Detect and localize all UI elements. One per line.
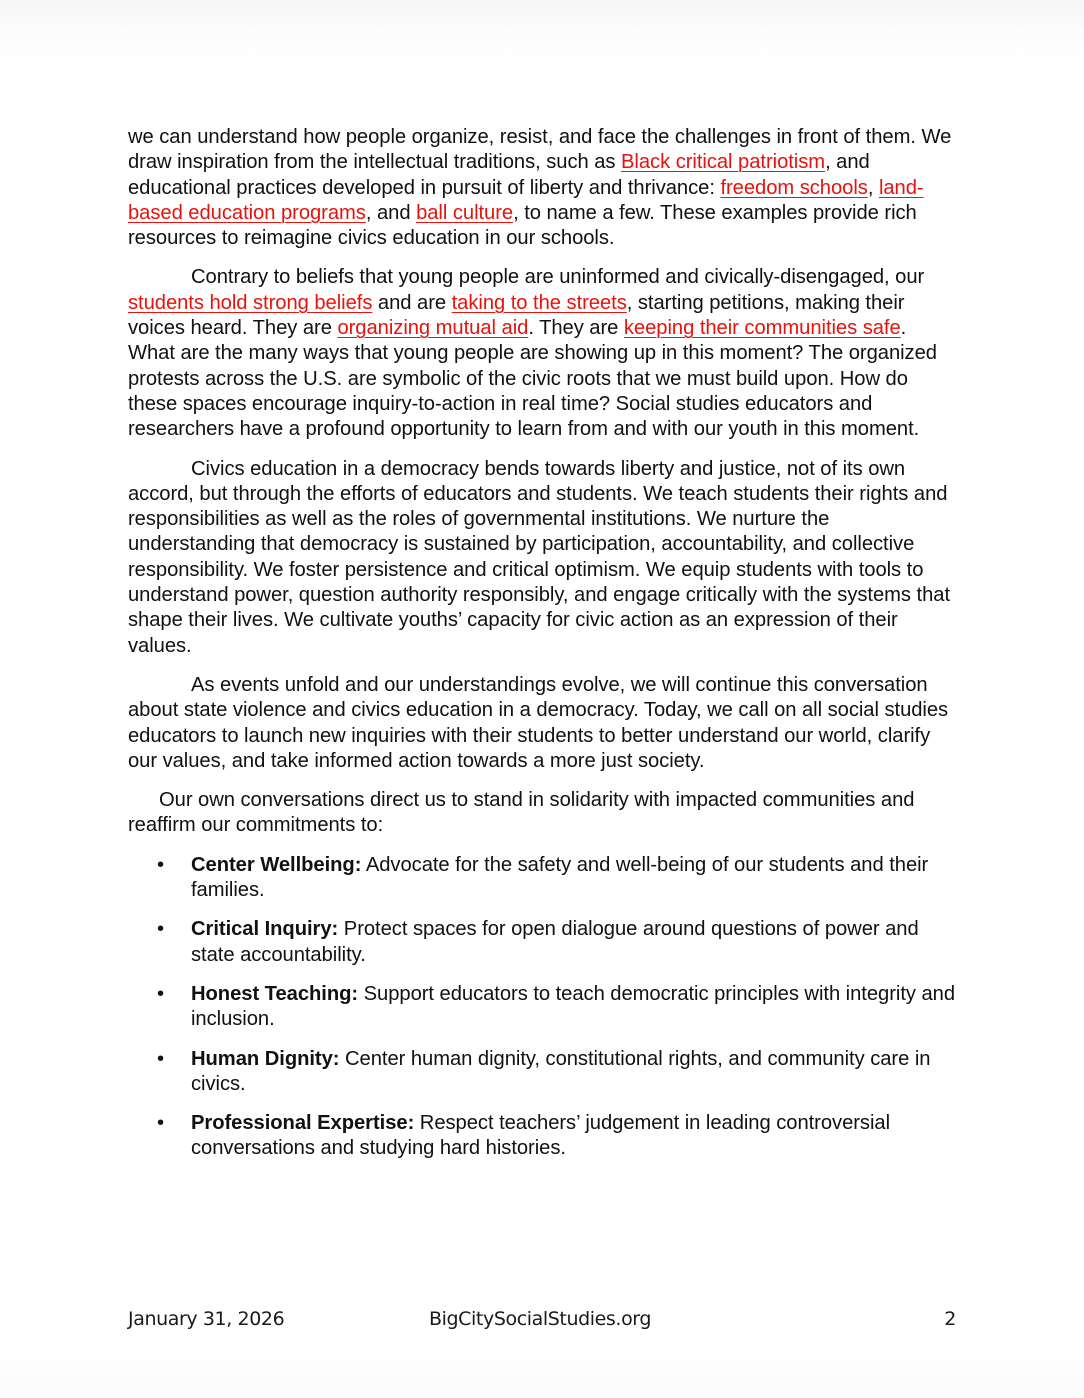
commitment-item (128, 1111, 958, 1162)
paragraph-text: and are (372, 291, 452, 314)
inline-link[interactable]: keeping their communities safe (623, 317, 901, 340)
paragraph-text: , and educational practices developed in pursuit of liberty and thrivance: (128, 151, 870, 199)
commitment-item (128, 853, 958, 904)
commitments-list (128, 853, 958, 1162)
commitment-title: Critical Inquiry: (191, 918, 339, 941)
body-paragraph (128, 125, 958, 251)
paragraph-text: . They are (528, 317, 624, 340)
inline-link[interactable]: land-based education programs (128, 176, 924, 224)
bullet-icon: • (157, 918, 165, 941)
paragraph-text: , (867, 176, 879, 199)
bullet-icon: • (157, 982, 165, 1005)
body-paragraph (128, 265, 958, 442)
bullet-icon: • (157, 1047, 165, 1070)
bullet-icon: • (157, 1112, 165, 1135)
paragraph-text: . What are the many ways that young people are showing up in this moment? The organized protests across the U.S. are symbolic of the civic roots that we must build upon. How do these spaces encourage inquiry-to-action in real time? Social studies educators and researchers have a profound opportunity to learn from and with our youth in this moment. (128, 317, 937, 441)
body-paragraph (128, 673, 958, 774)
inline-link[interactable]: ball culture (416, 201, 514, 224)
document-body (128, 125, 958, 1176)
inline-link[interactable]: taking to the streets (451, 291, 627, 314)
paragraph-text: Our own conversations direct us to stand in solidarity with impacted communities and reaffirm our commitments to: (128, 789, 915, 837)
inline-link[interactable]: organizing mutual aid (337, 317, 529, 340)
paragraph-text: , starting petitions, making their voices heard. They are (128, 291, 905, 340)
footer-page-number: 2 (944, 1308, 956, 1330)
paragraph-text: we can understand how people organize, resist, and face the challenges in front of them. We draw inspiration from the intellectual traditions, such as (128, 126, 952, 174)
commitment-item (128, 1047, 958, 1098)
page-footer (128, 1308, 956, 1336)
footer-site-name: BigCitySocialStudies.org (429, 1308, 652, 1330)
commitment-item (128, 917, 958, 968)
bullet-icon: • (157, 853, 165, 876)
commitment-title: Human Dignity: (191, 1047, 340, 1070)
paragraphs-container (128, 125, 958, 839)
commitment-description: Advocate for the safety and well-being of our students and their families. (191, 853, 929, 902)
inline-link[interactable]: freedom schools (720, 176, 868, 199)
inline-link[interactable]: Black critical patriotism (621, 151, 826, 174)
paragraph-text: Contrary to beliefs that young people are uninformed and civically-disengaged, our (191, 266, 925, 289)
paragraph-text: Civics education in a democracy bends towards liberty and justice, not of its own accord, but through the efforts of educators and students. We teach students their rights and responsibilities as well as the roles of governmental institutions. We nurture the understanding that democracy is sustained by participation, accountability, and collective responsibility. We foster persistence and critical optimism. We equip students with tools to understand power, question authority responsibly, and engage critically with the systems that shape their lives. We cultivate youths’ capacity for civic action as an expression of their values. (128, 457, 951, 657)
paragraph-text: As events unfold and our understandings evolve, we will continue this conversation about state violence and civics education in a democracy. Today, we call on all social studies educators to launch new inquiries with their students to better understand our world, clarify our values, and take informed action towards a more just society. (128, 673, 949, 772)
body-paragraph (128, 788, 958, 839)
commitment-title: Professional Expertise: (191, 1112, 415, 1135)
commitment-item (128, 982, 958, 1033)
commitment-title: Center Wellbeing: (191, 853, 362, 876)
commitment-description: Respect teachers’ judgement in leading controversial conversations and studying hard histories. (191, 1112, 891, 1160)
paragraph-text: , and (365, 201, 417, 224)
commitment-description: Center human dignity, constitutional rights, and community care in civics. (191, 1047, 931, 1095)
paragraph-text: , to name a few. These examples provide rich resources to reimagine civics education in our schools. (128, 201, 917, 250)
commitment-description: Support educators to teach democratic principles with integrity and inclusion. (191, 982, 956, 1031)
footer-date: January 31, 2026 (128, 1308, 285, 1330)
inline-link[interactable]: students hold strong beliefs (128, 291, 373, 314)
commitment-title: Honest Teaching: (191, 982, 359, 1005)
body-paragraph (128, 457, 958, 659)
commitment-description: Protect spaces for open dialogue around questions of power and state accountability. (191, 918, 919, 966)
